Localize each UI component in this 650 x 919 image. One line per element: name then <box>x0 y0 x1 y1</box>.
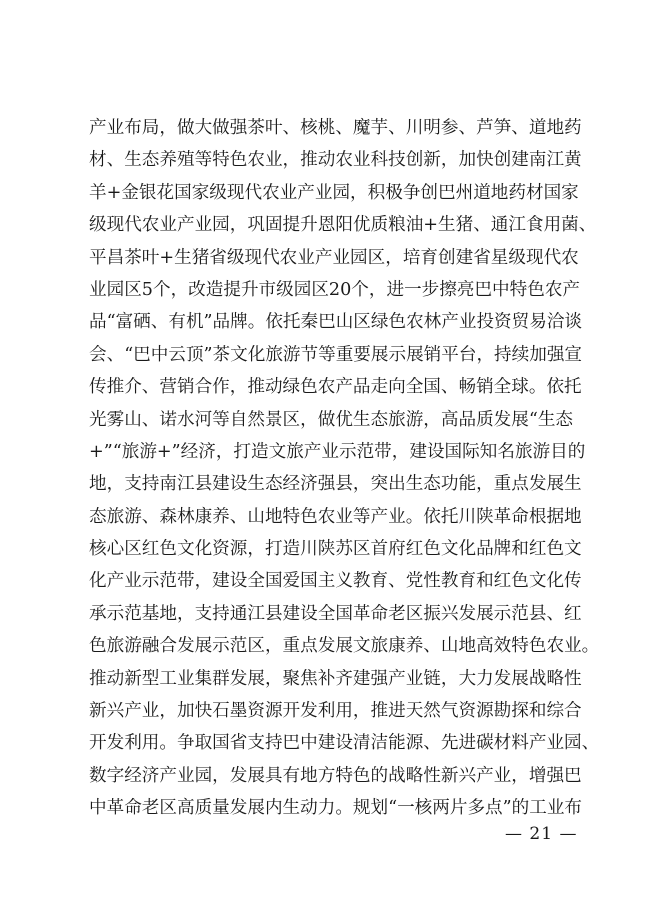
text-line: 新兴产业，加快石墨资源开发利用，推进天然气资源勘探和综合 <box>89 701 582 722</box>
text-line: 中革命老区高质量发展内生动力。规划“一核两片多点”的工业布 <box>89 798 583 819</box>
text-line: 羊+金银花国家级现代农业产业园，积极争创巴州道地药材国家 <box>89 182 579 203</box>
text-line: +”“旅游+”经济，打造文旅产业示范带，建设国际知名旅游目的 <box>89 441 586 462</box>
text-line: 光雾山、诺水河等自然景区，做优生态旅游，高品质发展“生态 <box>89 409 574 430</box>
text-line: 推动新型工业集群发展，聚焦补齐建强产业链，大力发展战略性 <box>89 668 582 689</box>
text-line: 承示范基地，支持通江县建设全国革命老区振兴发展示范县、红 <box>89 603 582 624</box>
text-line: 平昌茶叶+生猪省级现代农业产业园区，培育创建省星级现代农 <box>89 247 579 268</box>
text-line: 地，支持南江县建设生态经济强县，突出生态功能，重点发展生 <box>89 474 582 495</box>
text-line: 品“富硒、有机”品牌。依托秦巴山区绿色农林产业投资贸易洽谈 <box>89 312 583 333</box>
text-line: 色旅游融合发展示范区，重点发展文旅康养、山地高效特色农业。 <box>89 636 600 657</box>
text-line: 数字经济产业园，发展具有地方特色的战略性新兴产业，增强巴 <box>89 765 582 786</box>
text-line: 化产业示范带，建设全国爱国主义教育、党性教育和红色文化传 <box>89 571 582 592</box>
body-text <box>89 112 600 825</box>
text-line: 传推介、营销合作，推动绿色农产品走向全国、畅销全球。依托 <box>89 377 582 398</box>
page-number: — 21 — <box>505 824 578 844</box>
text-line: 核心区红色文化资源，打造川陕苏区首府红色文化品牌和红色文 <box>89 539 582 560</box>
text-line: 产业布局，做大做强茶叶、核桃、魔芋、川明参、芦笋、道地药 <box>89 118 582 138</box>
text-line: 级现代农业产业园，巩固提升恩阳优质粮油+生猪、通江食用菌、 <box>89 215 597 236</box>
text-line: 材、生态养殖等特色农业，推动农业科技创新，加快创建南江黄 <box>89 150 582 171</box>
text-line: 开发利用。争取国省支持巴中建设清洁能源、先进碳材料产业园、 <box>89 733 600 754</box>
text-line: 态旅游、森林康养、山地特色农业等产业。依托川陕革命根据地 <box>89 506 582 527</box>
text-line: 会、“巴中云顶”茶文化旅游节等重要展示展销平台，持续加强宣 <box>89 344 583 365</box>
text-line: 业园区5个，改造提升市级园区20个，进一步擦亮巴中特色农产 <box>89 279 581 300</box>
